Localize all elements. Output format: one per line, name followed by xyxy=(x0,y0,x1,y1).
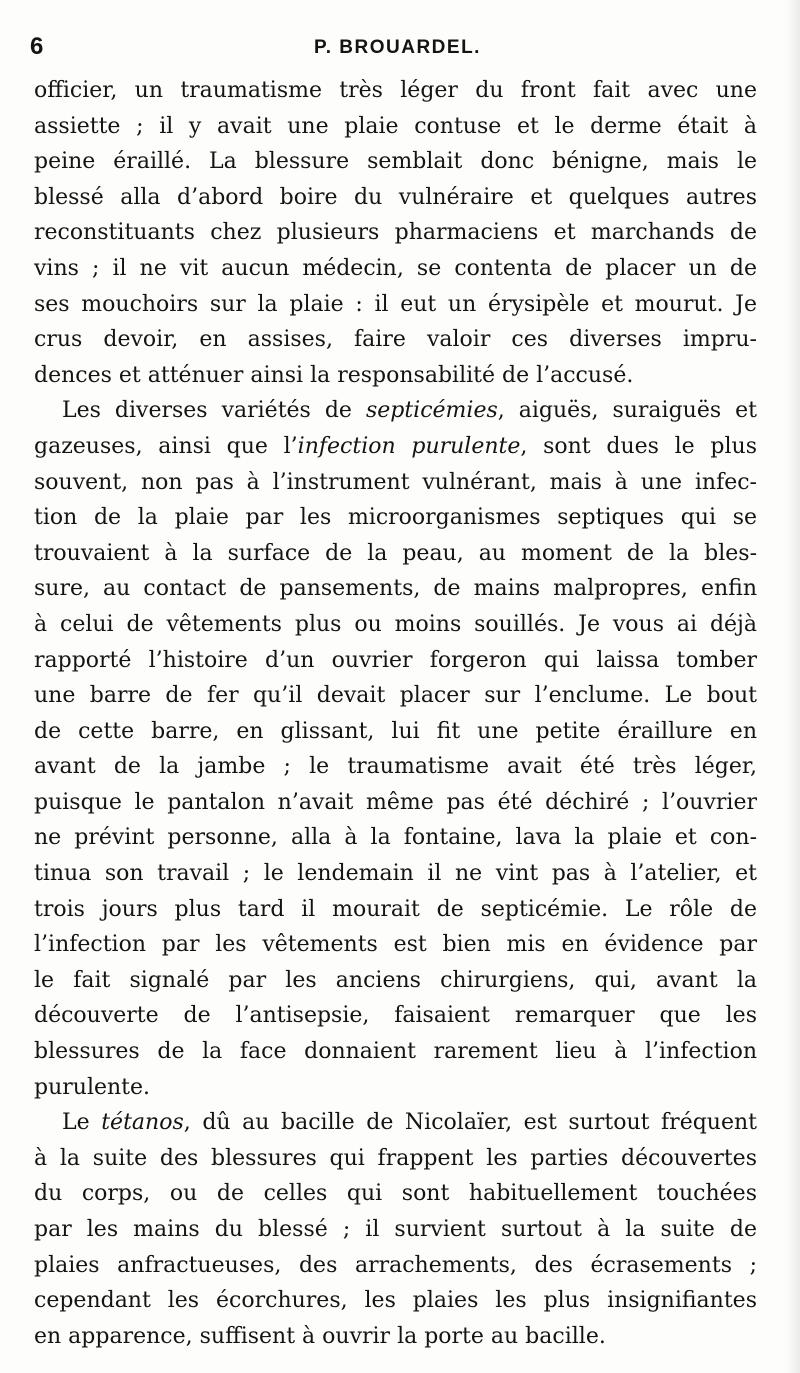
text-line: le fait signalé par les anciens chirurgiens, qui, avant la xyxy=(34,967,757,993)
text-line: à la suite des blessures qui frappent les parties découvertes xyxy=(34,1145,757,1171)
italic-term: infection purulente xyxy=(297,433,521,459)
text-line: souvent, non pas à l’instrument vulnérant, mais à une infec- xyxy=(34,469,757,495)
text-line xyxy=(34,429,757,465)
text-line: plaies anfractueuses, des arrachements, des écrasements ; xyxy=(34,1252,757,1278)
text-run: Le xyxy=(62,1110,102,1136)
text-line: une barre de fer qu’il devait placer sur l’enclume. Le bout xyxy=(34,683,757,709)
text-run: gazeuses, ainsi que l’ xyxy=(34,433,298,459)
text-line xyxy=(34,1105,757,1141)
text-line xyxy=(34,393,757,429)
text-line: par les mains du blessé ; il survient surtout à la suite de xyxy=(34,1217,757,1242)
text-run: , dû au bacille de Nicolaïer, est surtout fréquent xyxy=(183,1110,757,1136)
text-line: à celui de vêtements plus ou moins souillés. Je vous ai déjà xyxy=(34,611,757,637)
text-run: , aiguës, suraiguës et xyxy=(497,398,757,424)
italic-term: tétanos xyxy=(101,1110,184,1136)
text-line: dences et atténuer ainsi la responsabilité de l’accusé. xyxy=(34,362,634,388)
text-line: trois jours plus tard il mourait de septicémie. Le rôle de xyxy=(34,896,757,922)
text-line: officier, un traumatisme très léger du front fait avec une xyxy=(34,78,757,103)
text-line: blessures de la face donnaient rarement lieu à l’infection xyxy=(34,1039,757,1065)
scan-edge-shadow xyxy=(786,0,800,1373)
text-line: ne prévint personne, alla à la fontaine, lava la plaie et con- xyxy=(34,825,757,851)
text-line: purulente. xyxy=(34,1074,151,1100)
text-line: blessé alla d’abord boire du vulnéraire et quelques autres xyxy=(34,184,757,210)
text-line: de cette barre, en glissant, lui fit une petite éraillure en xyxy=(34,718,757,744)
text-line: tion de la plaie par les microorganismes septiques qui se xyxy=(34,505,757,531)
text-line: vins ; il ne vit aucun médecin, se contenta de placer un de xyxy=(34,255,757,281)
text-line: avant de la jambe ; le traumatisme avait été très léger, xyxy=(34,754,757,780)
text-line: trouvaient à la surface de la peau, au moment de la bles- xyxy=(34,540,757,566)
running-head xyxy=(30,32,765,62)
text-line: découverte de l’antisepsie, faisaient remarquer que les xyxy=(34,1003,757,1029)
text-line: puisque le pantalon n’avait même pas été déchiré ; l’ouvrier xyxy=(34,789,757,815)
text-line: ses mouchoirs sur la plaie : il eut un érysipèle et mourut. Je xyxy=(34,291,757,317)
text-run: , sont dues le plus xyxy=(520,433,757,459)
page-number: 6 xyxy=(30,33,44,60)
text-line: l’infection par les vêtements est bien mis en évidence par xyxy=(34,932,757,958)
text-line: en apparence, suffisent à ouvrir la porte au bacille. xyxy=(34,1323,606,1349)
text-line: cependant les écorchures, les plaies les plus insignifiantes xyxy=(34,1288,757,1314)
running-title: P. BROUARDEL. xyxy=(314,37,481,58)
text-line: assiette ; il y avait une plaie contuse et le derme était à xyxy=(34,113,757,139)
italic-term: septicémies xyxy=(365,398,498,424)
text-line: reconstituants chez plusieurs pharmaciens et marchands de xyxy=(34,220,757,246)
text-line: peine éraillé. La blessure semblait donc bénigne, mais le xyxy=(34,149,757,175)
text-line: crus devoir, en assises, faire valoir ces diverses impru- xyxy=(34,327,757,353)
text-line: sure, au contact de pansements, de mains malpropres, enfin xyxy=(34,576,757,602)
text-line: du corps, ou de celles qui sont habituellement touchées xyxy=(34,1181,757,1207)
text-run: Les diverses variétés de xyxy=(62,398,366,424)
body-text xyxy=(34,73,757,1354)
text-line: tinua son travail ; le lendemain il ne vint pas à l’atelier, et xyxy=(34,861,757,887)
text-line: rapporté l’histoire d’un ouvrier forgeron qui laissa tomber xyxy=(34,647,757,673)
